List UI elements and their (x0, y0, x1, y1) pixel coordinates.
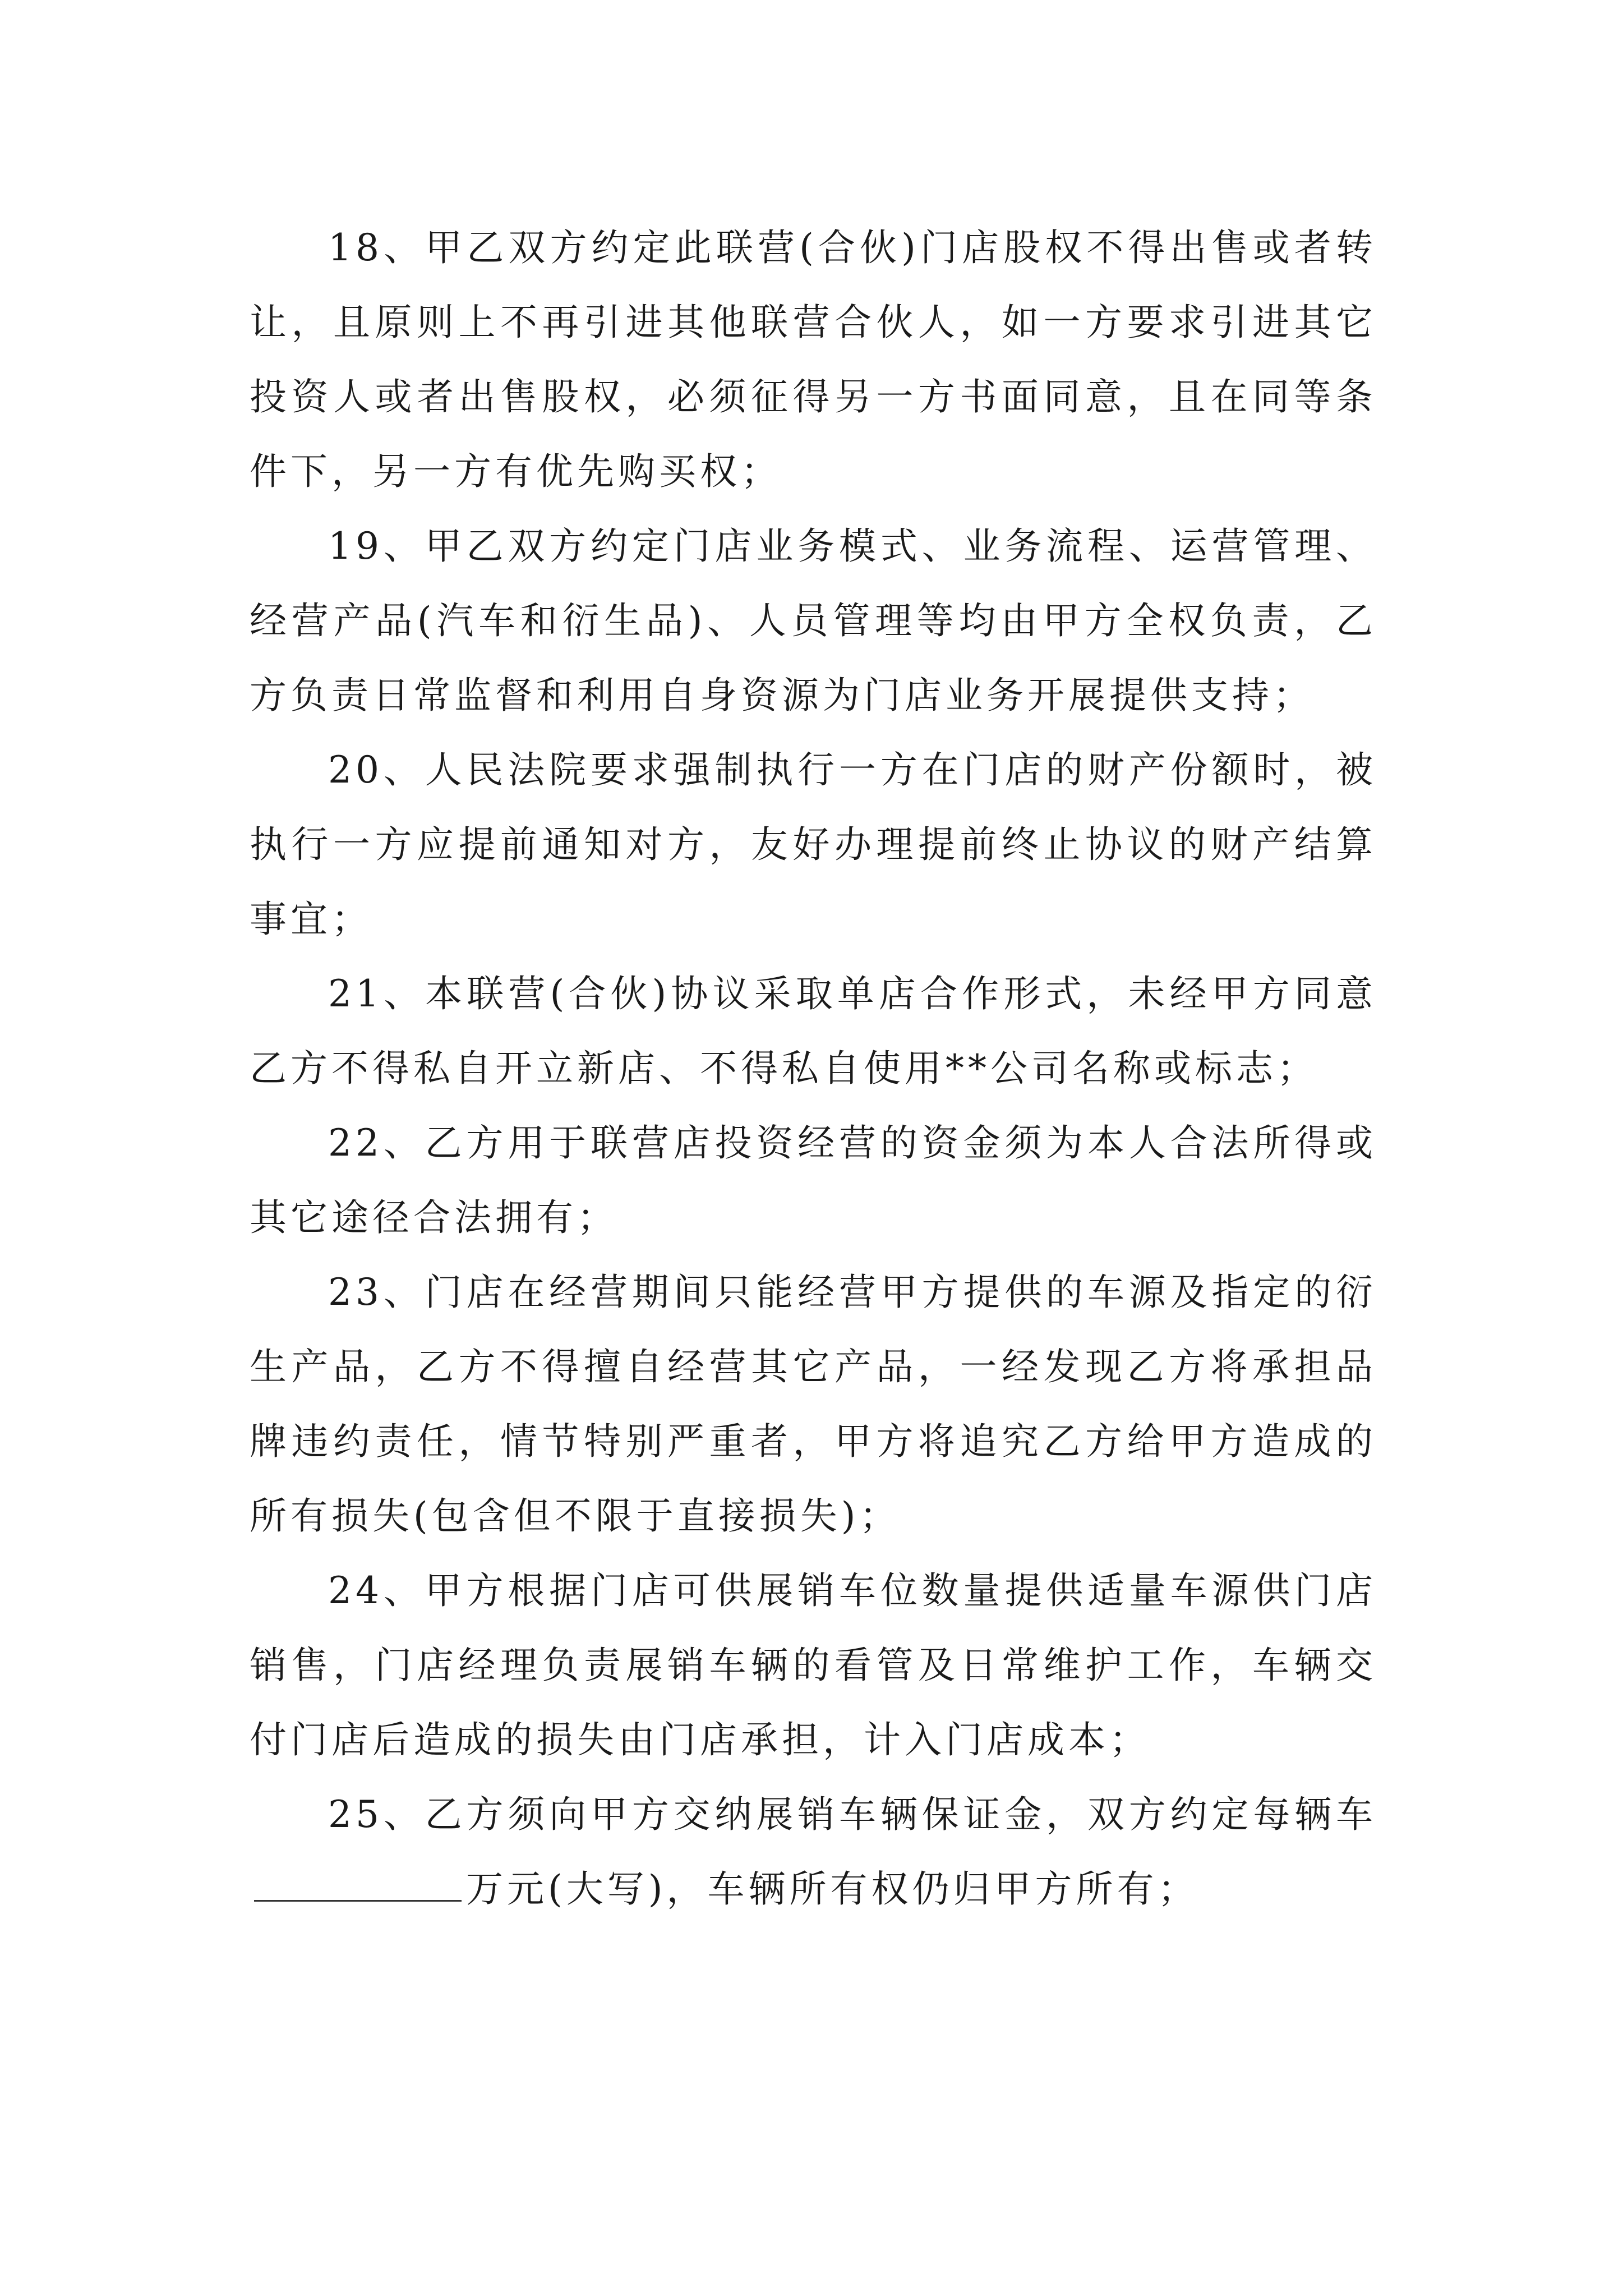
clause-20: 20、人民法院要求强制执行一方在门店的财产份额时，被执行一方应提前通知对方，友好办理提前终止协议的财产结算事宜； (250, 748, 1377, 941)
clause-25-text-after-blank: 万元(大写)，车辆所有权仍归甲方所有； (466, 1867, 1199, 1911)
clause-23: 23、门店在经营期间只能经营甲方提供的车源及指定的衍生产品，乙方不得擅自经营其它产品，一经发现乙方将承担品牌违约责任，情节特别严重者，甲方将追究乙方给甲方造成的所有损失(包含但不限于直接损失)； (250, 1271, 1377, 1538)
clause-22: 22、乙方用于联营店投资经营的资金须为本人合法所得或其它途径合法拥有； (250, 1121, 1377, 1239)
document-body (250, 210, 1377, 1926)
clause-25 (250, 1777, 1377, 1926)
clause-25-text-before-blank: 25、乙方须向甲方交纳展销车辆保证金，双方约定每辆车 (328, 1793, 1377, 1836)
clause-19: 19、甲乙双方约定门店业务模式、业务流程、运营管理、经营产品(汽车和衍生品)、人员管理等均由甲方全权负责，乙方负责日常监督和利用自身资源为门店业务开展提供支持； (250, 524, 1377, 717)
clause-18: 18、甲乙双方约定此联营(合伙)门店股权不得出售或者转让，且原则上不再引进其他联营合伙人，如一方要求引进其它投资人或者出售股权，必须征得另一方书面同意，且在同等条件下，另一方有优先购买权； (250, 226, 1377, 493)
deposit-amount-blank (254, 1863, 462, 1902)
clause-21: 21、本联营(合伙)协议采取单店合作形式，未经甲方同意乙方不得私自开立新店、不得私自使用**公司名称或标志； (250, 972, 1377, 1090)
clause-24: 24、甲方根据门店可供展销车位数量提供适量车源供门店销售，门店经理负责展销车辆的看管及日常维护工作，车辆交付门店后造成的损失由门店承担，计入门店成本； (250, 1569, 1377, 1761)
